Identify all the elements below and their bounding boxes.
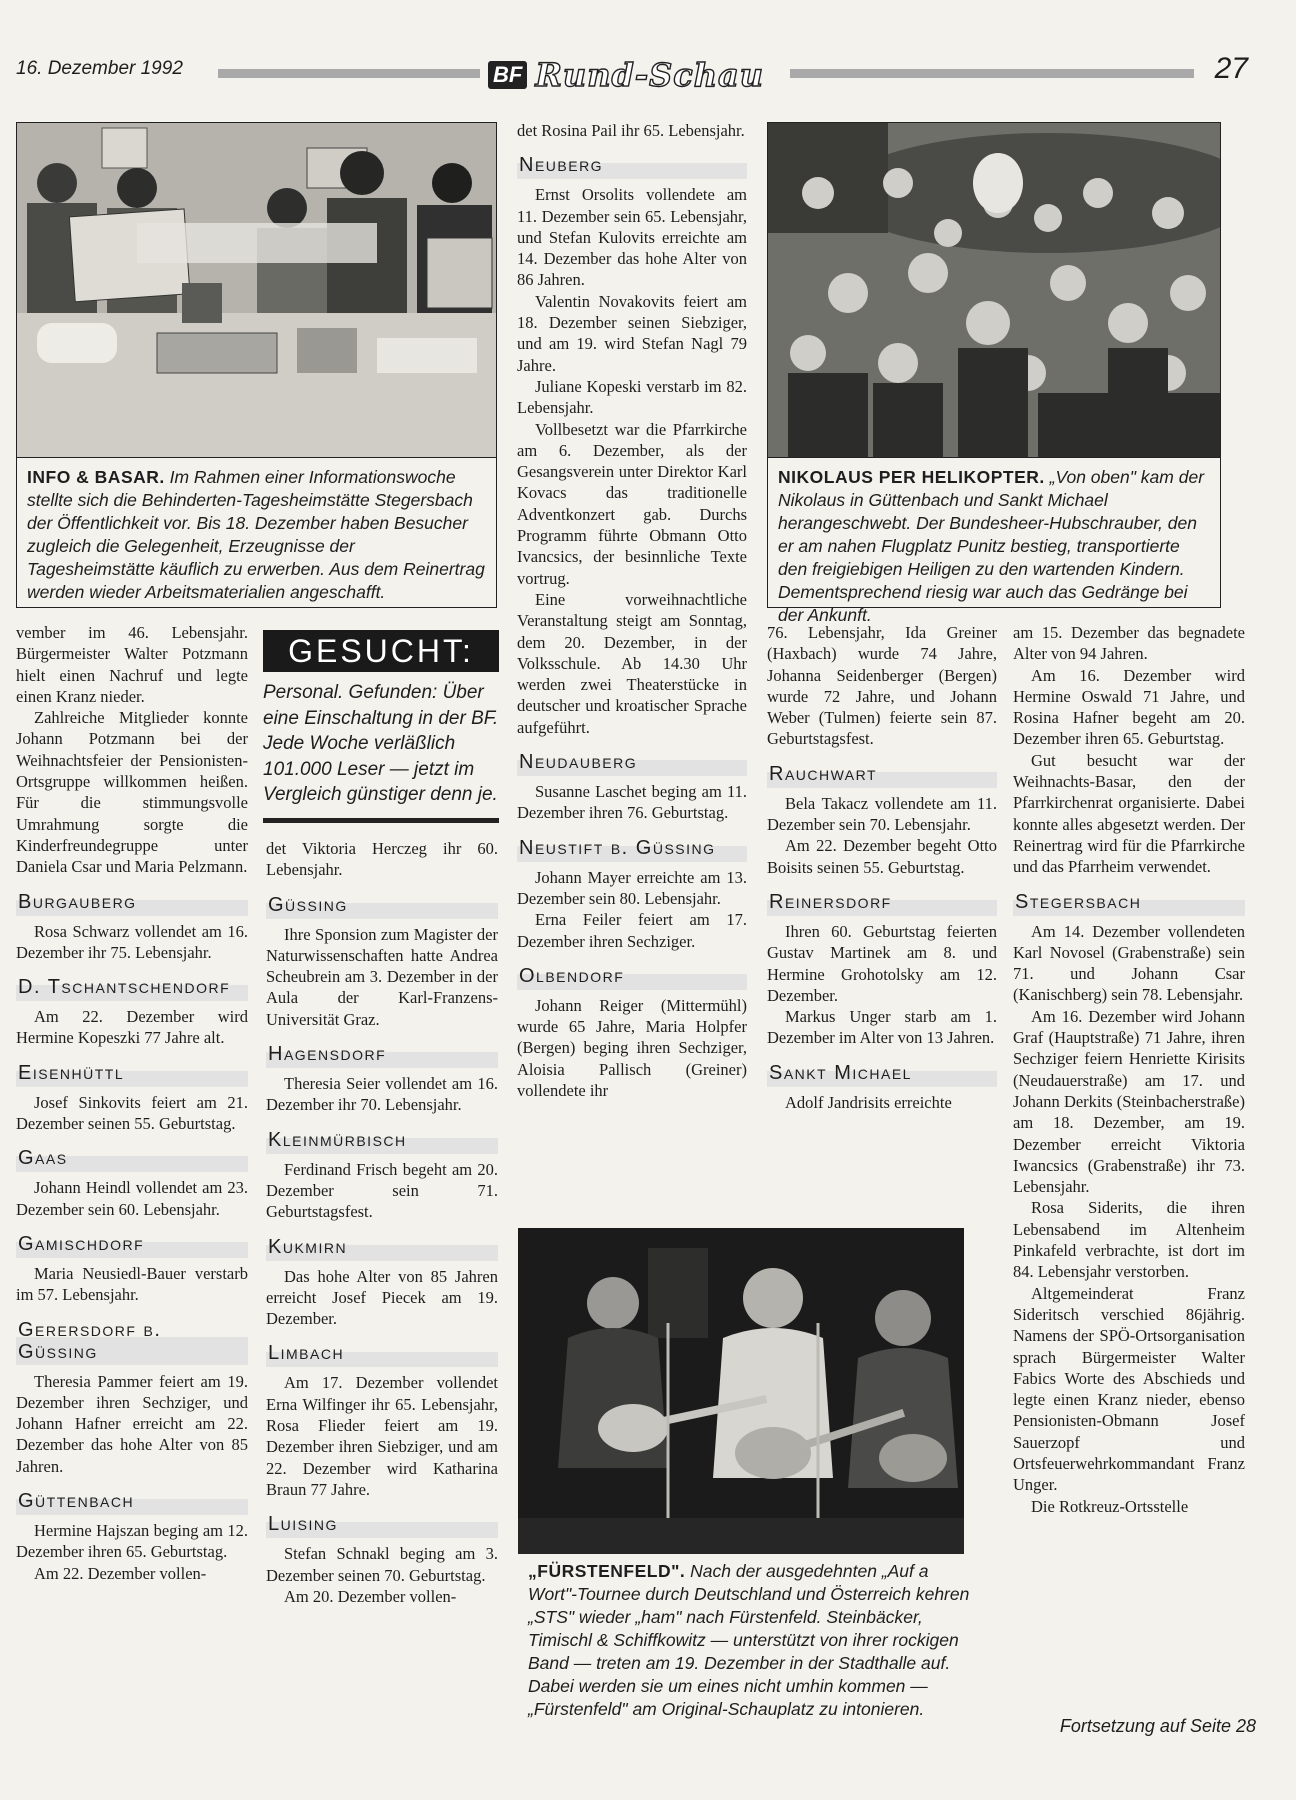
paragraph: Am 16. Dezember wird Johann Graf (Hauptstraße) 71 Jahre, ihren Sechziger feiern Henriette Kirisits (Neudauerstraße) am 17. und Johann Derkits (Steinbacherstraße) am 18. Dezember, am 19. Dezember erreicht Viktoria Iwancsics (Grabenstraße) ihr 73. Lebensjahr. xyxy=(1013,1006,1245,1197)
paragraph: Juliane Kopeski verstarb im 82. Lebensjahr. xyxy=(517,376,747,418)
section-heading-gamischdorf: Gamischdorf xyxy=(16,1229,248,1258)
section-heading-reinersdorf: Reinersdorf xyxy=(767,887,997,916)
paragraph: Johann Reiger (Mittermühl) wurde 65 Jahre, Maria Holpfer (Bergen) beging ihren Sechziger, Aloisia Pallisch (Greiner) vollendete ihr xyxy=(517,995,747,1100)
section-heading-stegersbach: Stegersbach xyxy=(1013,887,1245,916)
caption-title: „FÜRSTENFELD". xyxy=(528,1561,686,1581)
paragraph: Valentin Novakovits feiert am 18. Dezember seinen Siebziger, und am 19. wird Stefan Nagl 79 Jahre. xyxy=(517,291,747,375)
paragraph: Am 22. Dezember begeht Otto Boisits seinen 55. Geburtstag. xyxy=(767,836,997,877)
section-heading-guessing: Güssing xyxy=(266,890,498,919)
section-heading-kukmirn: Kukmirn xyxy=(266,1232,498,1261)
caption-title: INFO & BASAR. xyxy=(27,467,165,487)
photo-info-basar xyxy=(16,122,497,459)
bf-logo-mark: BF xyxy=(488,61,527,89)
section-heading-neustift: Neustift b. Güssing xyxy=(517,833,747,862)
paragraph: Eine vorweihnachtliche Veranstaltung steigt am Sonntag, dem 20. Dezember, in der Volksschule. Ab 14.30 Uhr werden zwei Theaterstücke in deutscher und kroatischer Sprache aufgeführt. xyxy=(517,589,747,737)
caption-info-basar xyxy=(16,457,497,608)
paragraph: Gut besucht war der Weihnachts-Basar, den der Pfarrkirchenrat organisierte. Dabei konnte alles abgesetzt werden. Der Reinertrag wird für die Pfarrkirche und das Pfarrheim verwendet. xyxy=(1013,750,1245,877)
section-heading-guettenbach: Güttenbach xyxy=(16,1486,248,1515)
header-rule-right xyxy=(790,69,1194,78)
paragraph: Am 22. Dezember vollen- xyxy=(34,1563,207,1583)
rundschau-wordmark: Rund-Schau xyxy=(535,56,764,94)
paragraph: Adolf Jandrisits erreichte xyxy=(785,1092,952,1112)
section-heading-eisenhuettl: Eisenhüttl xyxy=(16,1058,248,1087)
column-2 xyxy=(266,838,498,1607)
paragraph: Am 17. Dezember vollendet Erna Wilfinger ihr 65. Lebensjahr, Rosa Flieder feiert am 19. Dezember ihren Siebziger, und am 22. Dezember wird Katharina Braun 77 Jahre. xyxy=(266,1373,498,1499)
paragraph: vember im 46. Lebensjahr. Bürgermeister Walter Potzmann hielt einen Nachruf und legte einen Kranz nieder. xyxy=(16,623,248,706)
caption-text: Im Rahmen einer Informationswoche stellte sich die Behinderten-Tagesheimstätte Stegersbach der Öffentlichkeit vor. Bis 18. Dezember haben Besucher zugleich die Gelegenheit, Erzeugnisse der Tagesheimstätte käuflich zu erwerben. Aus dem Reinertrag werden wieder Arbeitsmaterialien angeschafft. xyxy=(27,467,485,602)
section-heading-gerersdorf: Gerersdorf b. Güssing xyxy=(16,1315,248,1366)
header-rule-left xyxy=(218,69,480,78)
paragraph: Johann Mayer erreichte am 13. Dezember sein 80. Lebensjahr. xyxy=(517,867,747,908)
section-heading-hagensdorf: Hagensdorf xyxy=(266,1039,498,1068)
paragraph: Susanne Laschet beging am 11. Dezember ihren 76. Geburtstag. xyxy=(517,782,747,823)
paragraph: det Rosina Pail ihr 65. Lebensjahr. xyxy=(517,121,745,140)
section-heading-neuberg: Neuberg xyxy=(517,150,747,179)
caption-nikolaus xyxy=(767,457,1221,625)
section-heading-kleinmuerbisch: Kleinmürbisch xyxy=(266,1125,498,1154)
paragraph: Erna Feiler feiert am 17. Dezember ihren Sechziger. xyxy=(517,910,747,951)
paragraph: Am 14. Dezember vollendeten Karl Novosel (Grabenstraße) sein 71. und Johann Csar (Kanischberg) sein 78. Lebensjahr. xyxy=(1013,921,1245,1005)
paragraph: Theresia Seier vollendet am 16. Dezember ihr 70. Lebensjahr. xyxy=(266,1074,498,1115)
caption-text: Nach der ausgedehnten „Auf a Wort"-Tournee durch Deutschland und Österreich kehren „STS" wieder „ham" nach Fürstenfeld. Steinbäcker, Timischl & Schiffkowitz — unterstützt von ihrer rockigen Band — treten am 19. Dezember in der Stadthalle auf. Dabei werden sie um eines nicht umhin kommen — „Fürstenfeld" am Original-Schauplatz zu intonieren. xyxy=(528,1561,970,1719)
section-heading-olbendorf: Olbendorf xyxy=(517,961,747,990)
section-heading-neudauberg: Neudauberg xyxy=(517,747,747,776)
paragraph: Am 22. Dezember wird Hermine Kopeszki 77 Jahre alt. xyxy=(16,1007,248,1048)
paragraph: det Viktoria Herczeg ihr 60. Lebensjahr. xyxy=(266,839,498,880)
advertisement-gesucht xyxy=(263,630,499,823)
paragraph: Theresia Pammer feiert am 19. Dezember ihren Sechziger, und Johann Hafner erreicht am 22. Dezember das hohe Alter von 85 Jahren. xyxy=(16,1371,248,1476)
paragraph: Rosa Schwarz vollendet am 16. Dezember ihr 75. Lebensjahr. xyxy=(16,921,248,962)
ad-title: GESUCHT: xyxy=(263,630,499,672)
photo-fuerstenfeld-concert xyxy=(518,1228,964,1554)
continuation-note: Fortsetzung auf Seite 28 xyxy=(1059,1716,1256,1736)
photo-nikolaus-helikopter xyxy=(767,122,1221,459)
paragraph: Rosa Siderits, die ihren Lebensabend im Altenheim Pinkafeld verbrachte, ist dort im 84. Lebensjahr verstorben. xyxy=(1013,1198,1245,1282)
paragraph: Zahlreiche Mitglieder konnte Johann Potzmann bei der Weihnachtsfeier der Pensionisten-Ortsgruppe willkommen heißen. Für die stimmungsvolle Umrahmung sorgte die Kinderfreundegruppe unter Daniela Csar und Maria Pelzmann. xyxy=(16,708,248,877)
paragraph: Am 16. Dezember wird Hermine Oswald 71 Jahre, und Rosina Hafner begeht am 20. Dezember ihren 65. Geburtstag. xyxy=(1013,665,1245,749)
ad-text: Personal. Gefunden: Über eine Einschaltung in der BF. Jede Woche verläßlich 101.000 Leser — jetzt im Vergleich günstiger denn je. xyxy=(263,682,499,805)
caption-text: „Von oben" kam der Nikolaus in Güttenbach und Sankt Michael herangeschwebt. Der Bundesheer-Hubschrauber, den er am nahen Flugplatz Punitz bestieg, transportierte den freigiebigen Heiligen zu den wartenden Kindern. Dementsprechend riesig war auch das Gedränge bei der Ankunft. xyxy=(778,467,1205,625)
section-heading-luising: Luising xyxy=(266,1509,498,1538)
paragraph: 76. Lebensjahr, Ida Greiner (Haxbach) wurde 74 Jahre, Johanna Seidenberger (Bergen) wurde 72 Jahre, und Johann Weber (Tulmen) feierte sein 87. Geburtstagsfest. xyxy=(767,623,997,749)
paragraph: Ferdinand Frisch begeht am 20. Dezember sein 71. Geburtstagsfest. xyxy=(266,1159,498,1222)
masthead-logo xyxy=(488,56,764,94)
paragraph: am 15. Dezember das begnadete Alter von 94 Jahren. xyxy=(1013,623,1245,664)
section-heading-sankt-michael: Sankt Michael xyxy=(767,1058,997,1087)
caption-title: NIKOLAUS PER HELIKOPTER. xyxy=(778,467,1045,487)
paragraph: Die Rotkreuz-Ortsstelle xyxy=(1031,1496,1189,1516)
paragraph: Ihre Sponsion zum Magister der Naturwissenschaften hatte Andrea Scheubrein am 3. Dezember in der Aula der Karl-Franzens-Universität Graz. xyxy=(266,924,498,1029)
paragraph: Das hohe Alter von 85 Jahren erreicht Josef Piecek am 19. Dezember. xyxy=(266,1266,498,1329)
column-3 xyxy=(517,120,747,1101)
section-heading-gaas: Gaas xyxy=(16,1143,248,1172)
paragraph: Josef Sinkovits feiert am 21. Dezember seinen 55. Geburtstag. xyxy=(16,1092,248,1134)
section-heading-rauchwart: Rauchwart xyxy=(767,759,997,788)
page-number: 27 xyxy=(1214,52,1248,85)
column-5 xyxy=(1013,622,1245,1517)
paragraph: Altgemeinderat Franz Sideritsch verschied 86jährig. Namens der SPÖ-Ortsorganisation sprach Bürgermeister Walter Fabics Worte des Abschieds und legte einen Kranz nieder, ebenso Pensionisten-Obmann Josef Sauerzopf und Ortsfeuerwehrkommandant Franz Unger. xyxy=(1013,1283,1245,1495)
paragraph: Markus Unger starb am 1. Dezember im Alter von 13 Jahren. xyxy=(767,1007,997,1048)
paragraph: Ihren 60. Geburtstag feierten Gustav Martinek am 8. und Hermine Grohotolsky am 12. Dezember. xyxy=(767,921,997,1005)
paragraph: Hermine Hajszan beging am 12. Dezember ihren 65. Geburtstag. xyxy=(16,1521,248,1562)
issue-date: 16. Dezember 1992 xyxy=(16,58,183,79)
section-heading-tschantschendorf: D. Tschantschendorf xyxy=(16,972,248,1001)
paragraph: Bela Takacz vollendete am 11. Dezember sein 70. Lebensjahr. xyxy=(767,793,997,835)
caption-fuerstenfeld xyxy=(528,1560,980,1721)
section-heading-burgauberg: Burgauberg xyxy=(16,887,248,916)
column-4 xyxy=(767,622,997,1113)
paragraph: Johann Heindl vollendet am 23. Dezember sein 60. Lebensjahr. xyxy=(16,1178,248,1219)
paragraph: Vollbesetzt war die Pfarrkirche am 6. Dezember, als der Gesangsverein unter Direktor Karl Kovacs das traditionelle Adventkonzert gab. Durchs Programm führte Obmann Otto Ivancsics, der besinnliche Texte vortrug. xyxy=(517,419,747,588)
paragraph: Maria Neusiedl-Bauer verstarb im 57. Lebensjahr. xyxy=(16,1263,248,1305)
section-heading-limbach: Limbach xyxy=(266,1338,498,1367)
paragraph: Ernst Orsolits vollendete am 11. Dezember sein 65. Lebensjahr, und Stefan Kulovits erreichte am 14. Dezember das hohe Alter von 86 Jahren. xyxy=(517,185,747,290)
column-1 xyxy=(16,622,248,1584)
paragraph: Am 20. Dezember vollen- xyxy=(284,1586,457,1606)
paragraph: Stefan Schnakl beging am 3. Dezember seinen 70. Geburtstag. xyxy=(266,1544,498,1585)
ad-divider xyxy=(263,818,499,823)
